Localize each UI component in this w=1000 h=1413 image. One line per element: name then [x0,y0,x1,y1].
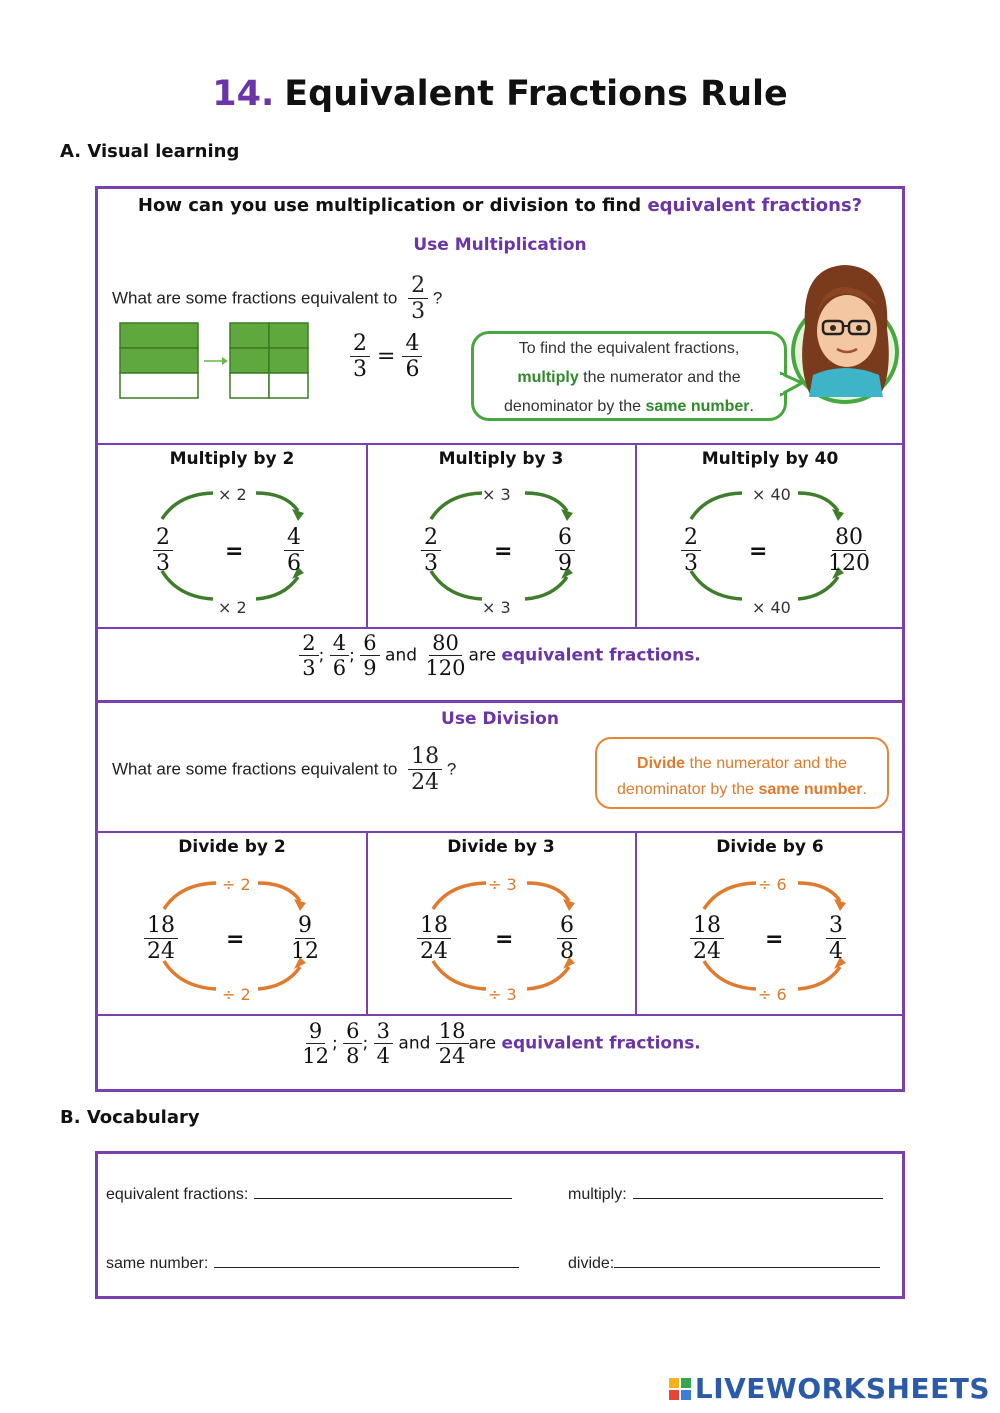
operation-label: ÷ 6 [758,985,787,1004]
question-fraction: $\frac{18}{24}$ [408,744,442,796]
example-equation [350,331,422,383]
cell-left-fraction: $\frac{2}{3}$ [153,525,173,577]
operation-label: × 2 [218,485,247,504]
operation-label: ÷ 3 [488,875,517,894]
operation-label: × 40 [752,598,791,617]
operation-label: × 2 [218,598,247,617]
arrow-icon [204,357,228,365]
divider [98,831,902,833]
equals-sign: = [225,539,244,564]
bar-model-sixths [230,323,308,398]
division-question [112,744,456,796]
example-equals: = [377,343,396,369]
cell-left-fraction: $\frac{2}{3}$ [421,525,441,577]
page-title [0,74,1000,114]
question-lead: How can you use multiplication or division to find [137,195,642,216]
vocab-multiply [568,1184,883,1204]
liveworksheets-brand [669,1372,990,1405]
answer-blank[interactable] [633,1184,883,1199]
question-fraction: $\frac{2}{3}$ [408,273,428,325]
equals-sign: = [226,927,245,952]
divider [98,1014,902,1016]
cell-title: Multiply by 3 [438,449,564,469]
tip-line-1: To find the equivalent fractions, [518,340,740,357]
tip-line-2: denominator by the [617,781,755,798]
cell-right-fraction: $\frac{4}{6}$ [284,525,304,577]
operation-label: ÷ 3 [488,985,517,1004]
vocab-label: divide: [568,1255,615,1272]
tip-line-2: the numerator and the [583,369,741,386]
cell-right-fraction: $\frac{6}{9}$ [555,525,575,577]
vocabulary-panel [95,1151,905,1299]
operation-label: ÷ 2 [222,985,251,1004]
divider [98,443,902,445]
example-left-fraction: $\frac{2}{3}$ [350,331,370,383]
cell-left-fraction: $\frac{18}{24}$ [690,913,724,965]
divide-by-3-title: Divide by 3 [447,837,555,857]
cell-right-fraction: $\frac{9}{12}$ [291,913,319,965]
summary-highlight: equivalent fractions. [501,645,701,666]
fraction-bar-models [118,321,313,401]
divide-tip-bubble: Divide the numerator and the denominator by the same number. [595,737,889,809]
cell-right-fraction: $\frac{80}{120}$ [828,525,870,577]
question-mark: ? [446,759,457,779]
vocab-label: same number: [106,1255,209,1272]
division-question-text: What are some fractions equivalent to [112,759,398,779]
equals-sign: = [495,927,514,952]
vocab-label: multiply: [568,1186,627,1203]
operation-label: × 3 [482,598,511,617]
tip-line-3: denominator by the [504,398,642,415]
divide-by-6-title: Divide by 6 [716,837,824,857]
cell-left-fraction: $\frac{18}{24}$ [417,913,451,965]
section-a-heading: A. Visual learning [60,141,240,162]
liveworksheets-logo-icon [669,1378,691,1400]
cell-title: Multiply by 2 [169,449,295,469]
operation-label: ÷ 6 [758,875,787,894]
cell-title: Multiply by 40 [701,449,839,469]
brand-text: LIVEWORKSHEETS [694,1372,990,1405]
bar-model-thirds [120,323,198,398]
tip-line-1: the numerator and the [689,755,847,772]
multiply-tip-bubble: To find the equivalent fractions, multiply the numerator and the denominator by the same number. [471,331,787,421]
multiplication-summary: $\frac{2}{3}$ ; $\frac{4}{6}$ ; $\frac{6}{9}$ and $\frac{80}{120}$ are equivalent fractions. [98,631,902,680]
equals-sign: = [494,539,513,564]
operation-label: ÷ 2 [222,875,251,894]
operation-label: × 40 [752,485,791,504]
divide-by-2-title: Divide by 2 [178,837,286,857]
multiplication-heading: Use Multiplication [413,235,587,255]
vocab-label: equivalent fractions: [106,1186,249,1203]
operation-label: × 3 [482,485,511,504]
tip-keyword-same-number: same number [758,781,863,798]
section-divider [98,700,902,703]
cell-left-fraction: $\frac{2}{3}$ [681,525,701,577]
lesson-title: Equivalent Fractions Rule [284,74,788,114]
tip-keyword-divide: Divide [637,755,686,772]
question-mark: ? [432,288,443,308]
answer-blank[interactable] [254,1184,512,1199]
division-heading: Use Division [441,709,559,729]
vocab-same-number [106,1253,519,1273]
summary-highlight: equivalent fractions. [501,1033,701,1054]
example-right-fraction: $\frac{4}{6}$ [402,331,422,383]
cell-right-fraction: $\frac{6}{8}$ [557,913,577,965]
equals-sign: = [765,927,784,952]
tip-keyword-multiply: multiply [517,369,579,386]
multiplication-question-text: What are some fractions equivalent to [112,288,398,308]
division-summary: $\frac{9}{12}$ ; $\frac{6}{8}$ ; $\frac{3}{4}$ and $\frac{18}{24}$ are equivalent fractions. [302,1019,701,1069]
question-highlight: equivalent fractions? [647,195,863,216]
lesson-number: 14. [212,74,275,114]
guiding-question [98,195,902,216]
vocab-divide [568,1253,880,1273]
divider [98,627,902,629]
vocab-equivalent-fractions [106,1184,512,1204]
cell-right-fraction: $\frac{3}{4}$ [826,913,846,965]
section-b-heading: B. Vocabulary [60,1107,200,1128]
tip-keyword-same-number: same number [645,398,750,415]
visual-learning-panel [95,186,905,1092]
cell-left-fraction: $\frac{18}{24}$ [144,913,178,965]
teacher-avatar [783,257,901,407]
equals-sign: = [749,539,768,564]
answer-blank[interactable] [214,1253,519,1268]
multiplication-question [112,273,442,325]
answer-blank[interactable] [614,1253,880,1268]
